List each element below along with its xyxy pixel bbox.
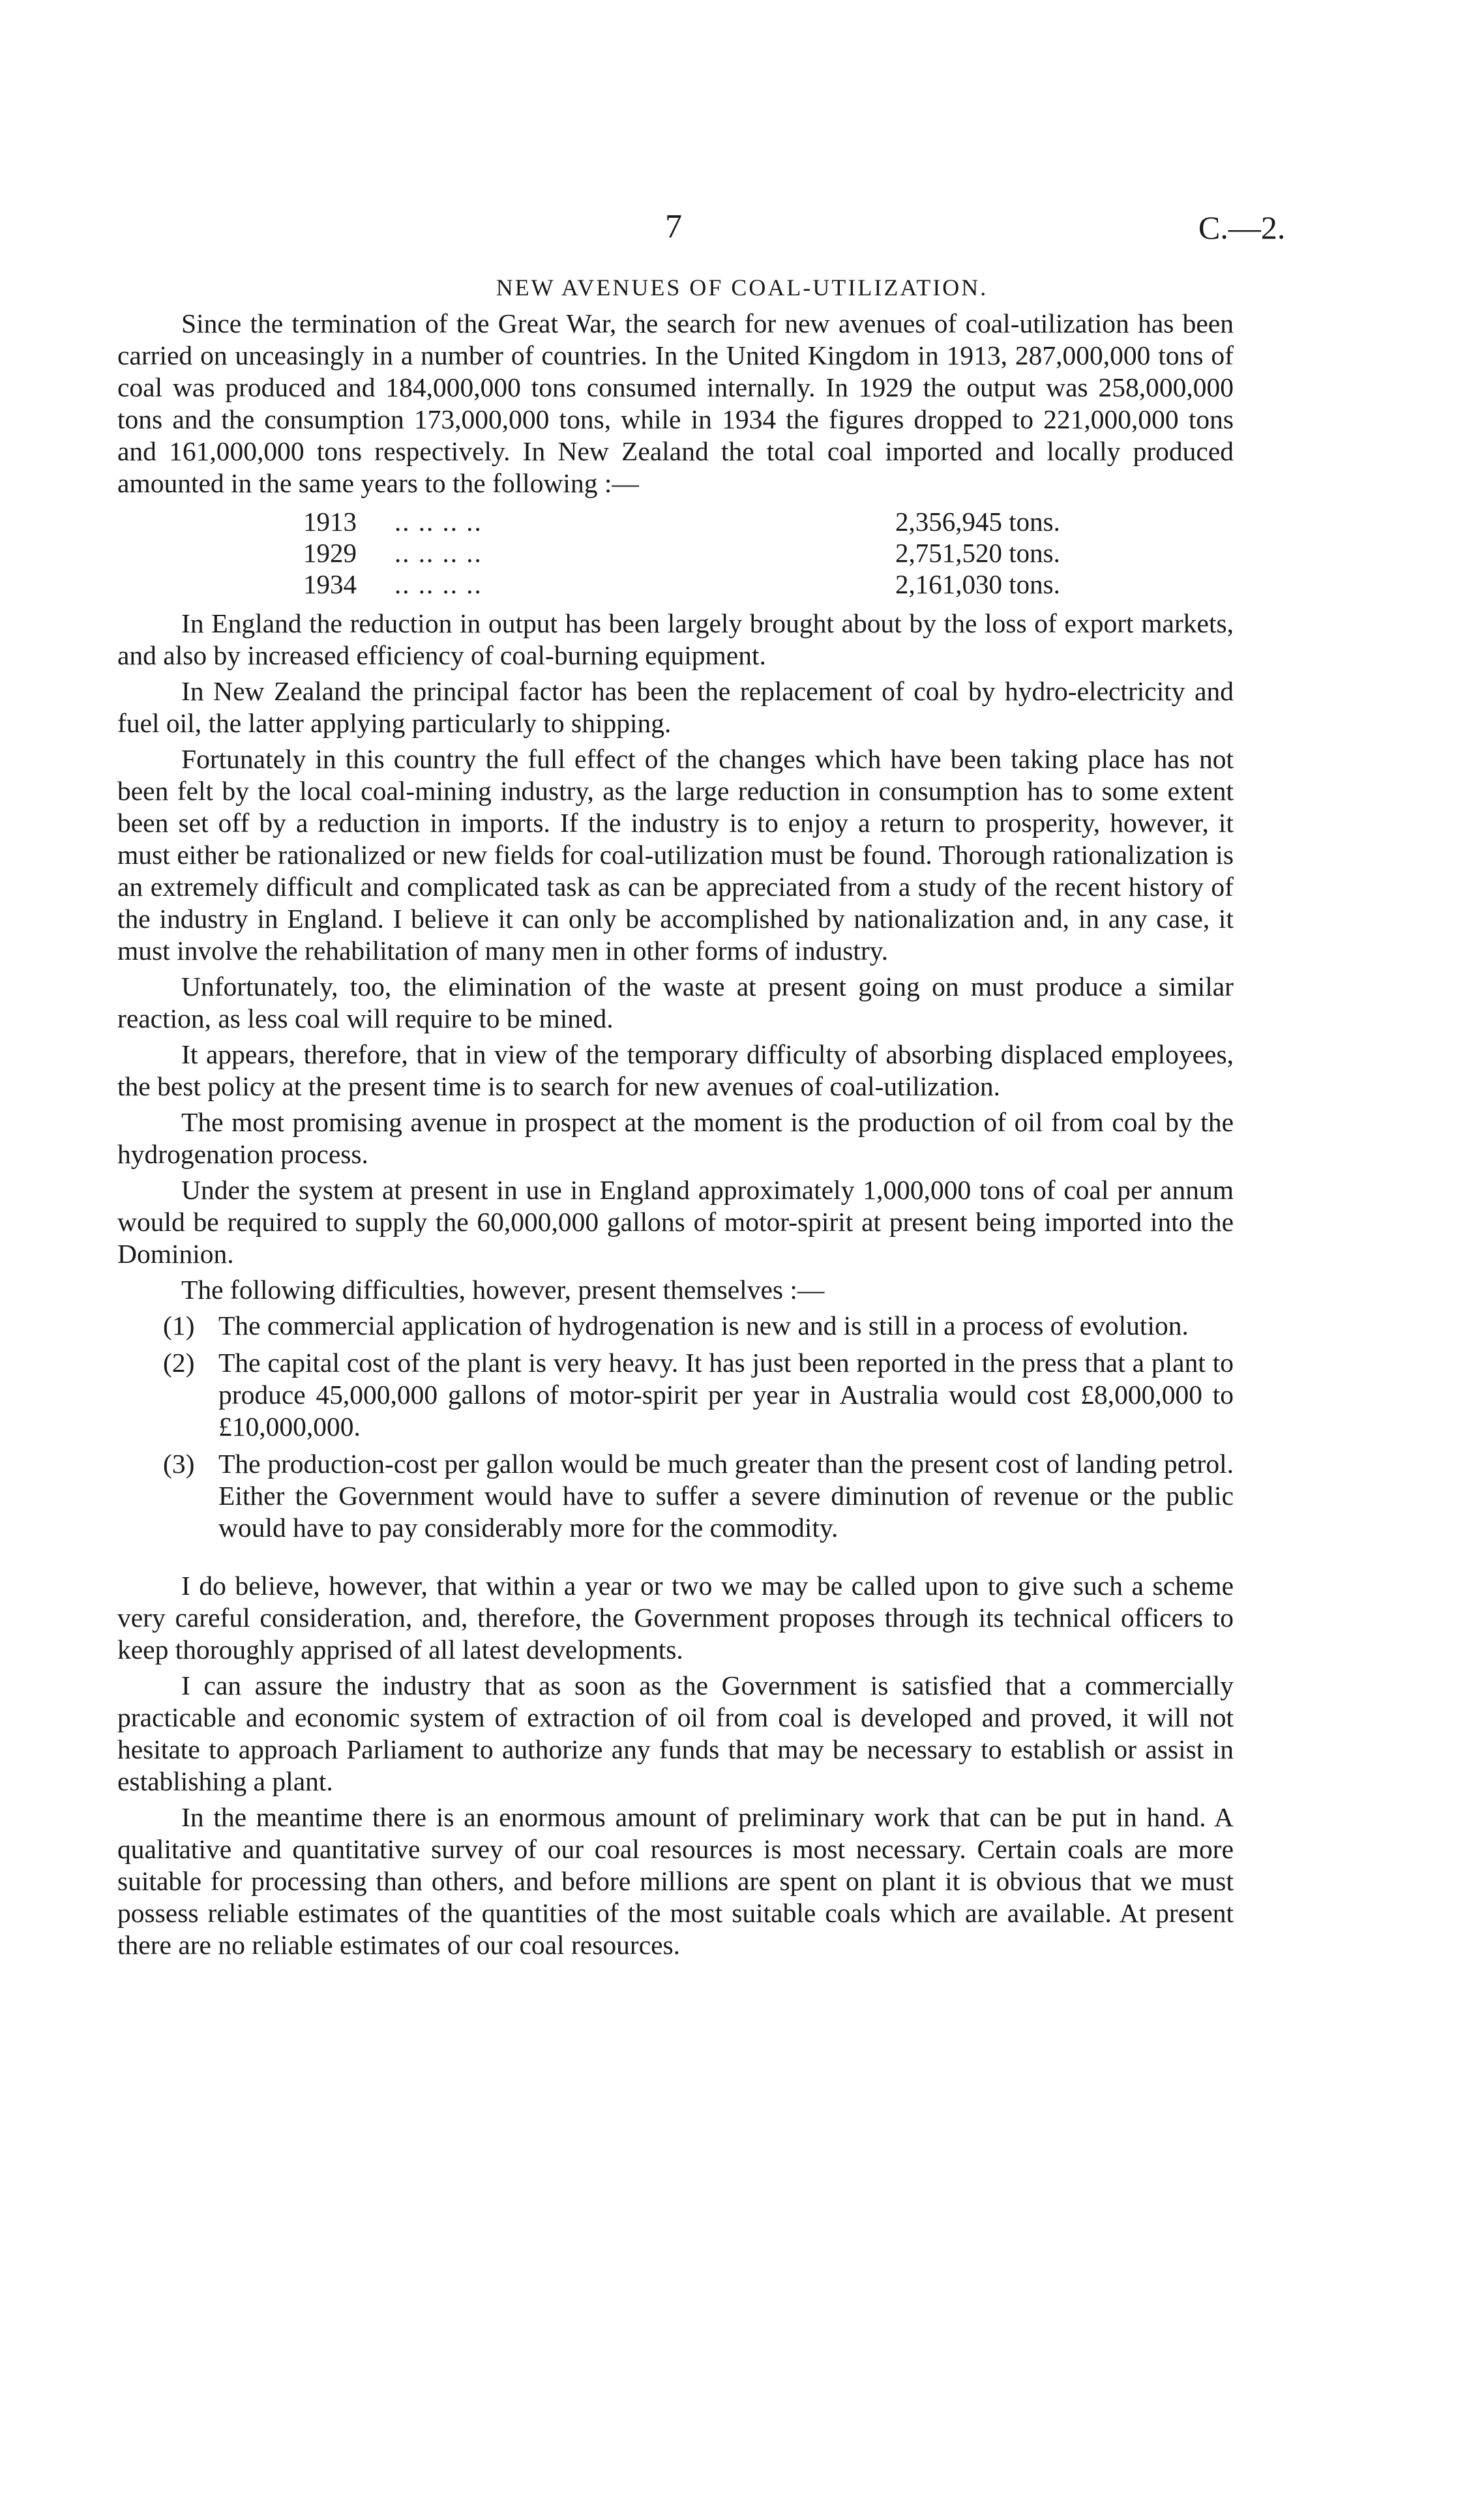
- leader-dots: .. .. .. ..: [394, 507, 482, 537]
- paragraph: It appears, therefore, that in view of the temporary difficulty of absorbing displaced employees, the best policy at the present time is to search for new avenues of coal-utilization.: [117, 1039, 1234, 1101]
- paragraph: In New Zealand the principal factor has been the replacement of coal by hydro-electricity and fuel oil, the latter applying particularly to shipping.: [117, 676, 1234, 738]
- amount-cell: 2,161,030 tons.: [895, 569, 1060, 599]
- amount-cell: 2,356,945 tons.: [895, 507, 1060, 537]
- table-row: [303, 569, 1060, 600]
- paragraph: The most promising avenue in prospect at the moment is the production of oil from coal by the hydrogenation process.: [117, 1107, 1234, 1169]
- item-text: The commercial application of hydrogenation is new and is still in a process of evolution.: [218, 1311, 1189, 1340]
- paragraph: Since the termination of the Great War, the search for new avenues of coal-utilization has been carried on unceasingly in a number of countries. In the United Kingdom in 1913, 287,000,000 tons of coal was produced and 184,000,000 tons consumed internally. In 1929 the output was 258,000,000 tons and the consumption 173,000,000 tons, while in 1934 the figures dropped to 221,000,000 tons and 161,000,000 tons respectively. In New Zealand the total coal imported and locally produced amounted in the same years to the following :—: [117, 308, 1234, 498]
- leader-dots: .. .. .. ..: [394, 569, 482, 599]
- item-number: (2): [163, 1348, 195, 1378]
- amount-cell: 2,751,520 tons.: [895, 538, 1060, 568]
- coal-output-table: [303, 506, 1060, 600]
- leader-dots: .. .. .. ..: [394, 538, 482, 568]
- list-item: [163, 1310, 1234, 1342]
- paragraph: I do believe, however, that within a year or two we may be called upon to give such a scheme very careful consideration, and, therefore, the Government proposes through its technical officers to keep thoroughly apprised of all latest developments.: [117, 1571, 1234, 1665]
- document-reference: C.—2.: [1198, 209, 1286, 246]
- table-row: [303, 537, 1060, 569]
- body-text: [117, 308, 1234, 1965]
- paragraph: Unfortunately, too, the elimination of the waste at present going on must produce a similar reaction, as less coal will require to be mined.: [117, 971, 1234, 1033]
- item-text: The production-cost per gallon would be much greater than the present cost of landing petrol. Either the Government would have to suffer a severe diminution of revenue or the public would have to pay considerably more for the commodity.: [218, 1449, 1234, 1543]
- page-number: 7: [665, 208, 682, 245]
- paragraph: The following difficulties, however, present themselves :—: [181, 1275, 825, 1305]
- item-number: (3): [163, 1449, 195, 1479]
- section-title: NEW AVENUES OF COAL-UTILIZATION.: [496, 274, 988, 301]
- year-cell: 1934: [303, 569, 357, 599]
- item-text: The capital cost of the plant is very heavy. It has just been reported in the press that a plant to produce 45,000,000 gallons of motor-spirit per year in Australia would cost £8,000,000 to £10,000,000.: [218, 1348, 1234, 1442]
- year-cell: 1929: [303, 538, 357, 568]
- difficulties-list: [117, 1310, 1234, 1544]
- paragraph: In England the reduction in output has been largely brought about by the loss of export markets, and also by increased efficiency of coal-burning equipment.: [117, 608, 1234, 670]
- item-number: (1): [163, 1311, 195, 1340]
- table-row: [303, 506, 1060, 537]
- list-item: [163, 1347, 1234, 1443]
- year-cell: 1913: [303, 507, 357, 537]
- paragraph: Under the system at present in use in England approximately 1,000,000 tons of coal per annum would be required to supply the 60,000,000 gallons of motor-spirit at present being imported into the Dominion.: [117, 1175, 1234, 1269]
- paragraph: Fortunately in this country the full effect of the changes which have been taking place has not been felt by the local coal-mining industry, as the large reduction in consumption has to some extent been set off by a reduction in imports. If the industry is to enjoy a return to prosperity, however, it must either be rationalized or new fields for coal-utilization must be found. Thorough rationalization is an extremely difficult and complicated task as can be appreciated from a study of the recent history of the industry in England. I believe it can only be accomplished by nationalization and, in any case, it must involve the rehabilitation of many men in other forms of industry.: [117, 744, 1234, 966]
- paragraph: In the meantime there is an enormous amount of preliminary work that can be put in hand. A qualitative and quantitative survey of our coal resources is most necessary. Certain coals are more suitable for processing than others, and before millions are spent on plant it is obvious that we must possess reliable estimates of the quantities of the most suitable coals which are available. At present there are no reliable estimates of our coal resources.: [117, 1802, 1234, 1960]
- paragraph: I can assure the industry that as soon as the Government is satisfied that a commercially practicable and economic system of extraction of oil from coal is developed and proved, it will not hesitate to approach Parliament to authorize any funds that may be necessary to establish or assist in establishing a plant.: [117, 1670, 1234, 1796]
- list-item: [163, 1448, 1234, 1544]
